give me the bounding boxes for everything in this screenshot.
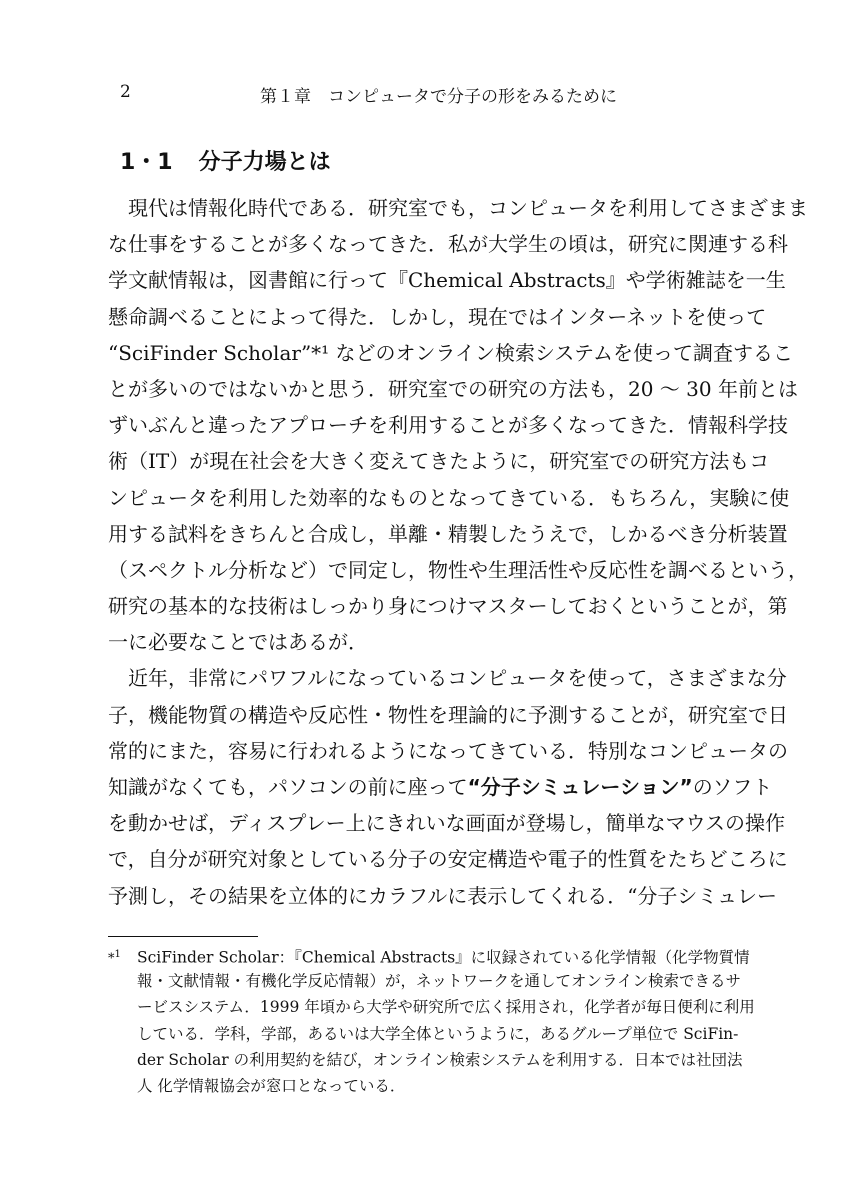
footnote-marker xyxy=(108,942,137,973)
body-line: ンピュータを利用した効率的なものとなってきている．もちろん，実験に使 xyxy=(108,485,790,510)
body-text-segment: のソフト xyxy=(692,775,773,799)
body-line: を動かせば，ディスプレー上にきれいな画面が登場し，簡単なマウスの操作 xyxy=(108,811,785,836)
body-line: とが多いのではないかと思う．研究室での研究の方法も，20 ～ 30 年前とは xyxy=(108,376,798,401)
body-line: “SciFinder Scholar”*¹ などのオンライン検索システムを使って調査するこ xyxy=(108,340,793,365)
body-line: 予測し，その結果を立体的にカラフルに表示してくれる．“分子シミュレー xyxy=(108,883,778,908)
body-text-segment: 知識がなくても，パソコンの前に座って xyxy=(108,775,468,799)
section-number: 1・1 xyxy=(120,150,173,175)
footnote-text: SciFinder Scholar：『Chemical Abstracts』に収録されている化学情報（化学物質情 xyxy=(137,948,750,967)
body-line: 近年，非常にパワフルになっているコンピュータを使って，さまざまな分 xyxy=(108,666,787,691)
footnote-marker-number: 1 xyxy=(114,949,121,960)
body-line: 現代は情報化時代である．研究室でも，コンピュータを利用してさまざまま xyxy=(108,196,808,220)
body-line: 子，機能物質の構造や反応性・物性を理論的に予測することが，研究室で日 xyxy=(108,702,788,727)
section-title: 分子力場とは xyxy=(198,150,331,175)
page-number: 2 xyxy=(120,82,131,102)
footnote-line: der Scholar の利用契約を結び，オンライン検索システムを利用する．日本では社団法 xyxy=(137,1050,743,1069)
running-head xyxy=(0,82,846,106)
footnote-divider xyxy=(108,936,258,937)
body-line: 一に必要なことではあるが． xyxy=(108,630,368,655)
body-line-emphasis xyxy=(108,769,773,805)
footnote-line: ービスシステム．1999 年頃から大学や研究所で広く採用され，化学者が毎日便利に利用 xyxy=(137,998,755,1017)
footnote-line: 人 化学情報協会が窓口となっている． xyxy=(137,1076,406,1095)
body-line: ずいぶんと違ったアプローチを利用することが多くなってきた．情報科学技 xyxy=(108,413,788,438)
body-line: で，自分が研究対象としている分子の安定構造や電子的性質をたちどころに xyxy=(108,847,788,872)
footnote-marker-star: * xyxy=(108,951,115,967)
body-text xyxy=(108,190,808,914)
body-line: 懸命調べることによって得た．しかし，現在ではインターネットを使って xyxy=(108,304,767,329)
body-line: 学文献情報は，図書館に行って『Chemical Abstracts』や学術雑誌を一生 xyxy=(108,268,786,293)
body-line: な仕事をすることが多くなってきた．私が大学生の頃は，研究に関連する科 xyxy=(108,232,788,257)
body-line: 研究の基本的な技術はしっかり身につけマスターしておくということが，第 xyxy=(108,594,788,619)
emphasis-term: “分子シミュレーション” xyxy=(467,775,693,799)
section-heading xyxy=(120,145,331,176)
body-line: 用する試料をきちんと合成し，単離・精製したうえで，しかるべき分析装置 xyxy=(108,521,788,546)
footnote-line xyxy=(108,942,748,968)
body-line: 常的にまた，容易に行われるようになってきている．特別なコンピュータの xyxy=(108,738,788,763)
chapter-title: 第１章 コンピュータで分子の形をみるために xyxy=(260,87,617,107)
body-line: （スペクトル分析など）で同定し，物性や生理活性や反応性を調べるという， xyxy=(108,557,808,582)
footnote xyxy=(108,942,755,1099)
footnote-line: 報・文献情報・有機化学反応情報）が，ネットワークを通してオンライン検索できるサ xyxy=(137,972,742,991)
body-line: 術（IT）が現在社会を大きく変えてきたように，研究室での研究方法もコ xyxy=(108,449,770,474)
footnote-line: している．学科，学部，あるいは大学全体というように，あるグループ単位で SciFin- xyxy=(137,1024,739,1043)
